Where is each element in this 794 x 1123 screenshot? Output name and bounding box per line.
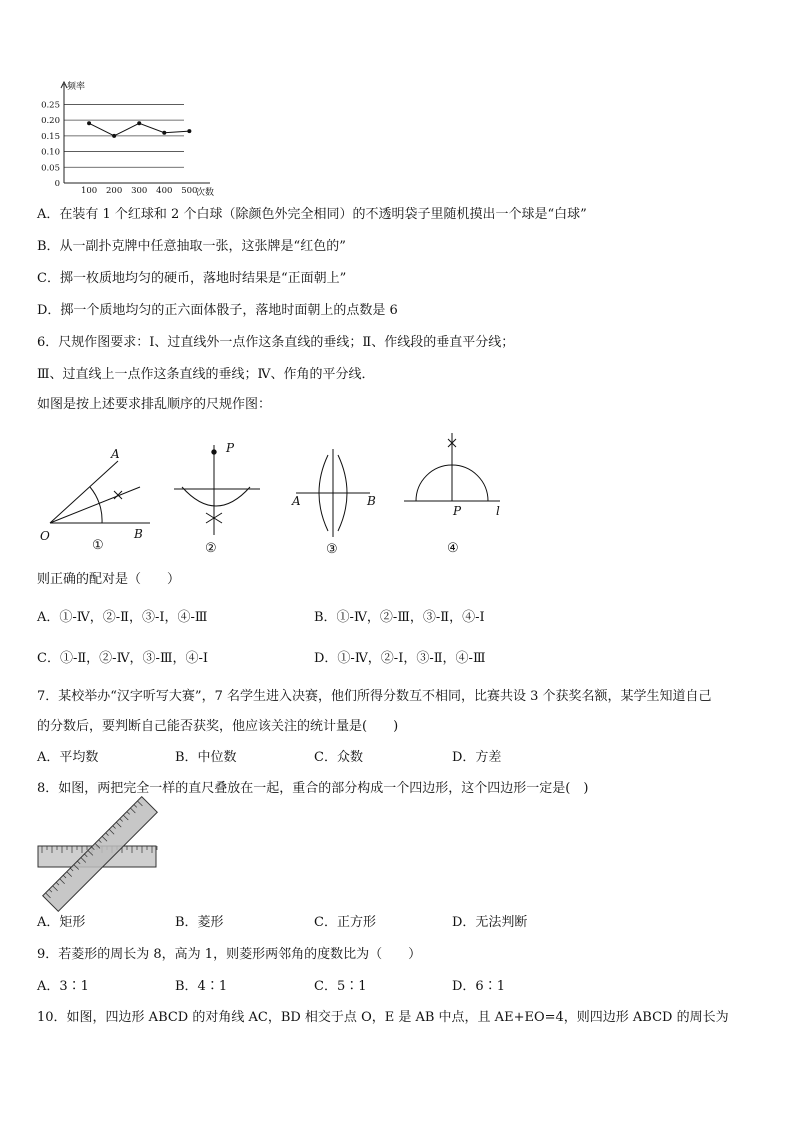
chart-labels: [41, 80, 214, 198]
chart-y-tick-label: 0.05: [41, 163, 60, 174]
chart-x-tick-label: 500: [181, 186, 198, 196]
construction-figures: [34, 425, 514, 565]
chart-series: [87, 121, 191, 138]
q9-stem: 9．若菱形的周长为 8，高为 1，则菱形两邻角的度数比为（ ）: [37, 947, 422, 962]
chart-y-tick-label: 0.15: [41, 131, 60, 142]
q8-option-c: C．正方形: [314, 915, 376, 930]
q6-ask: 则正确的配对是（ ）: [37, 572, 181, 587]
q8-option-d: D．无法判断: [452, 915, 528, 930]
frequency-chart: [30, 78, 215, 198]
q10-stem: 10．如图，四边形 ABCD 的对角线 AC，BD 相交于点 O，E 是 AB 中点，且 AE+EO=4，则四边形 ABCD 的周长为: [37, 1010, 729, 1025]
figure-2-perpendicular-from-point: [174, 441, 260, 556]
fig3-label-a: A: [292, 494, 301, 508]
q6-option-d: D．①-Ⅳ，②-Ⅰ，③-Ⅱ，④-Ⅲ: [314, 651, 486, 666]
q7-option-b: B．中位数: [175, 750, 237, 765]
q9-option-b: B．4∶1: [175, 979, 228, 994]
chart-data-point: [112, 134, 116, 138]
fig1-label-b: B: [134, 527, 143, 541]
chart-x-tick-label: 100: [80, 186, 98, 196]
q5-option-d: D．掷一个质地均匀的正六面体骰子，落地时面朝上的点数是 6: [37, 303, 398, 318]
fig4-number: ④: [447, 541, 459, 556]
chart-y-tick-label: 0.25: [41, 100, 60, 111]
chart-x-tick-label: 200: [106, 186, 123, 196]
chart-y-tick-label: 0.10: [41, 147, 60, 158]
q9-option-d: D．6∶1: [452, 979, 505, 994]
q7-stem-line2: 的分数后，要判断自己能否获奖，他应该关注的统计量是( ): [37, 719, 399, 734]
q7-stem-line1: 7．某校举办“汉字听写大赛”，7 名学生进入决赛，他们所得分数互不相同，比赛共设 3 个获奖名额，某学生知道自己: [37, 689, 712, 704]
q8-stem: 8．如图，两把完全一样的直尺叠放在一起，重合的部分构成一个四边形，这个四边形一定是( ): [37, 781, 589, 796]
chart-x-axis-label: 次数: [196, 188, 215, 198]
q6-option-c: C．①-Ⅱ，②-Ⅳ，③-Ⅲ，④-Ⅰ: [37, 651, 209, 666]
chart-x-tick-label: 400: [156, 186, 173, 196]
q7-option-a: A．平均数: [37, 750, 99, 765]
fig1-label-o: O: [40, 529, 50, 543]
q7-option-d: D．方差: [452, 750, 502, 765]
q5-option-c: C．掷一枚质地均匀的硬币，落地时结果是“正面朝上”: [37, 271, 347, 286]
fig3-number: ③: [326, 542, 338, 557]
chart-grid: [64, 104, 184, 167]
q5-option-b: B．从一副扑克牌中任意抽取一张，这张牌是“红色的”: [37, 239, 346, 254]
q6-stem-line2: Ⅲ、过直线上一点作这条直线的垂线；Ⅳ、作角的平分线．: [37, 367, 375, 382]
q6-stem-line1: 6．尺规作图要求：Ⅰ、过直线外一点作这条直线的垂线；Ⅱ、作线段的垂直平分线；: [37, 335, 515, 350]
fig4-label-p: P: [453, 504, 462, 518]
fig1-number: ①: [92, 538, 104, 553]
q6-option-a: A．①-Ⅳ，②-Ⅱ，③-Ⅰ，④-Ⅲ: [37, 610, 208, 625]
chart-y-tick-label: 0: [54, 179, 60, 189]
chart-data-point: [87, 121, 91, 125]
q8-option-b: B．菱形: [175, 915, 224, 930]
chart-axes: [61, 82, 210, 183]
fig4-label-l: l: [496, 504, 500, 518]
figure-4-perpendicular-at-point: [404, 433, 500, 556]
figure-1-angle-bisector: [40, 447, 150, 553]
q8-option-a: A．矩形: [37, 915, 86, 930]
fig1-label-a: A: [111, 447, 120, 461]
chart-data-point: [162, 131, 166, 135]
q6-stem-line3: 如图是按上述要求排乱顺序的尺规作图：: [37, 397, 272, 412]
chart-x-tick-label: 300: [131, 186, 148, 196]
q9-option-c: C．5∶1: [314, 979, 367, 994]
q5-option-a: A．在装有 1 个红球和 2 个白球（除颜色外完全相同）的不透明袋子里随机摸出一个球是“白球”: [37, 207, 587, 222]
chart-y-axis-label: 频率: [67, 82, 86, 92]
fig2-label-p: P: [226, 441, 235, 455]
chart-data-point: [137, 121, 141, 125]
chart-y-tick-label: 0.20: [41, 116, 60, 127]
figure-3-perpendicular-bisector: [291, 449, 376, 557]
fig2-number: ②: [205, 541, 217, 556]
two-rulers-figure: [36, 804, 160, 908]
q7-option-c: C．众数: [314, 750, 363, 765]
q9-option-a: A．3∶1: [37, 979, 89, 994]
fig3-label-b: B: [367, 494, 376, 508]
q6-option-b: B．①-Ⅳ，②-Ⅲ，③-Ⅱ，④-Ⅰ: [314, 610, 485, 625]
chart-data-point: [187, 129, 191, 133]
